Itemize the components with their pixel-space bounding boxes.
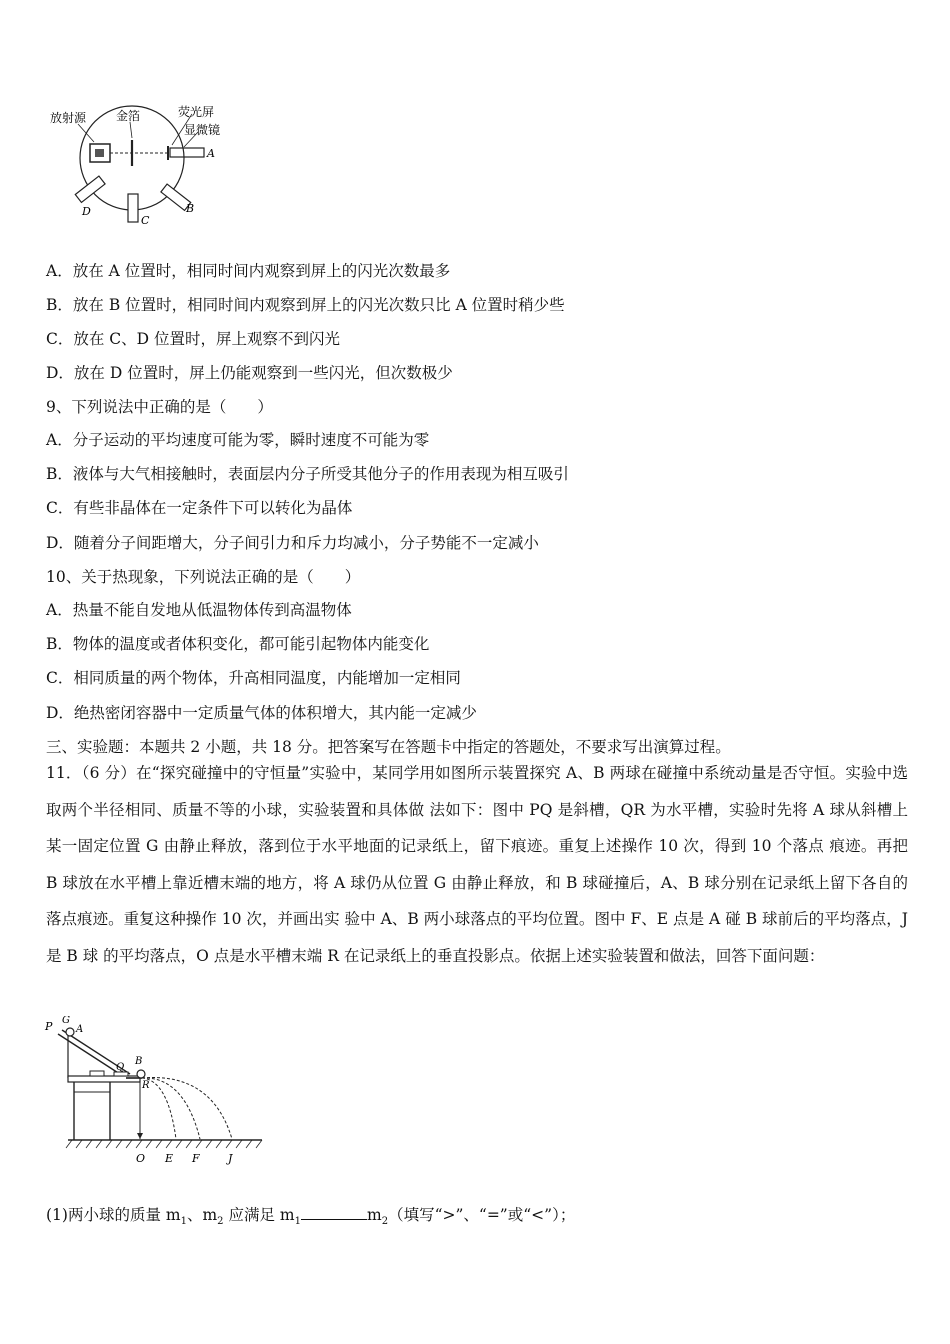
q9-stem: 9、下列说法中正确的是（ ） — [46, 398, 273, 416]
collision-apparatus-figure — [42, 1016, 272, 1168]
label-screen: 荧光屏 — [178, 105, 215, 119]
source-inner — [95, 149, 104, 157]
subscript-2: 2 — [217, 1216, 224, 1228]
label-B: B — [186, 202, 195, 215]
q11-sub1-part-b: 、m — [186, 1206, 218, 1224]
q11-sub1-part-c: 应满足 m — [223, 1206, 295, 1224]
label-C: C — [141, 214, 150, 227]
microscope-D — [75, 176, 105, 202]
ball-B — [137, 1070, 145, 1078]
label-B: B — [135, 1056, 143, 1067]
q10-option-d: D．绝热密闭容器中一定质量气体的体积增大，其内能一定减少 — [46, 704, 477, 722]
q11-sub1-part-e: （填写“>”、“=”或“<”）； — [388, 1206, 576, 1224]
q9-option-c: C．有些非晶体在一定条件下可以转化为晶体 — [46, 499, 353, 517]
q10-option-a: A．热量不能自发地从低温物体传到高温物体 — [46, 601, 352, 619]
table-top — [68, 1076, 140, 1082]
answer-blank[interactable] — [301, 1205, 367, 1220]
label-D: D — [82, 205, 91, 218]
q11-sub1-part-a: (1)两小球的质量 m — [46, 1206, 181, 1224]
label-Q: Q — [116, 1062, 125, 1073]
subscript-2b: 2 — [381, 1216, 389, 1228]
label-P: P — [45, 1020, 53, 1033]
q8-option-d: D．放在 D 位置时，屏上仍能观察到一些闪光，但次数极少 — [46, 364, 453, 382]
q8-option-c: C．放在 C、D 位置时，屏上观察不到闪光 — [46, 330, 341, 348]
trajectory-J — [142, 1078, 232, 1139]
q11-paragraph: 11．（6 分）在“探究碰撞中的守恒量”实验中，某同学用如图所示装置探究 A、B 两球在碰撞中系统动量是否守恒。实验中选取两个半径相同、质量不等的小球，实验装置和具体做 法如下：图中 PQ 是斜槽，QR 为水平槽，实验时先将 A 球从斜槽上某一固定位置 G 由静止释放，落到位于水平地面的记录纸上，留下痕迹。重复上述操作 10 次，得到 10 个落点 痕迹。再把 B 球放在水平槽上靠近槽末端的地方，将 A 球仍从位置 G 由静止释放，和 B 球碰撞后，A、B 球分别在记录纸上留下各自的落点痕迹。重复这种操作 10 次，并画出实 验中 A、B 两小球落点的平均位置。图中 F、E 点是 A 碰 B 球前后的平均落点，J 是 B 球 的平均落点，O 点是水平槽末端 R 在记录纸上的垂直投影点。依据上述实验装置和做法，回答下面问题： — [46, 764, 908, 965]
label-O: O — [136, 1152, 146, 1165]
trajectory-F — [142, 1078, 200, 1139]
label-microscope: 显微镜 — [184, 123, 221, 137]
label-E: E — [165, 1152, 174, 1165]
label-G: G — [62, 1016, 70, 1026]
q10-stem: 10、关于热现象，下列说法正确的是（ ） — [46, 568, 361, 586]
q8-option-a: A．放在 A 位置时，相同时间内观察到屏上的闪光次数最多 — [46, 262, 451, 280]
q8-option-b: B．放在 B 位置时，相同时间内观察到屏上的闪光次数只比 A 位置时稍少些 — [46, 296, 565, 314]
rutherford-apparatus-figure — [44, 100, 234, 230]
q9-option-d: D．随着分子间距增大，分子间引力和斥力均减小，分子势能不一定减小 — [46, 534, 539, 552]
ball-A — [66, 1028, 74, 1036]
q9-option-b: B．液体与大气相接触时，表面层内分子所受其他分子的作用表现为相互吸引 — [46, 465, 569, 483]
q10-option-c: C．相同质量的两个物体，升高相同温度，内能增加一定相同 — [46, 669, 461, 687]
label-A: A — [76, 1024, 84, 1035]
label-foil: 金箔 — [116, 109, 141, 123]
label-A: A — [207, 147, 215, 160]
q11-sub1 — [46, 1205, 575, 1232]
q11-sub1-part-d: m — [366, 1206, 382, 1224]
subscript-1: 1 — [180, 1216, 187, 1228]
microscope-C — [128, 194, 138, 222]
subscript-1b: 1 — [294, 1216, 301, 1228]
label-R: R — [142, 1080, 150, 1091]
label-F: F — [192, 1152, 200, 1165]
label-source: 放射源 — [50, 111, 87, 125]
q10-option-b: B．物体的温度或者体积变化，都可能引起物体内能变化 — [46, 635, 430, 653]
label-J: J — [228, 1152, 233, 1165]
q9-option-a: A．分子运动的平均速度可能为零，瞬时速度不可能为零 — [46, 431, 430, 449]
section-3-heading: 三、实验题：本题共 2 小题，共 18 分。把答案写在答题卡中指定的答题处，不要求写出演算过程。 — [46, 738, 731, 756]
microscope-A — [170, 148, 204, 157]
